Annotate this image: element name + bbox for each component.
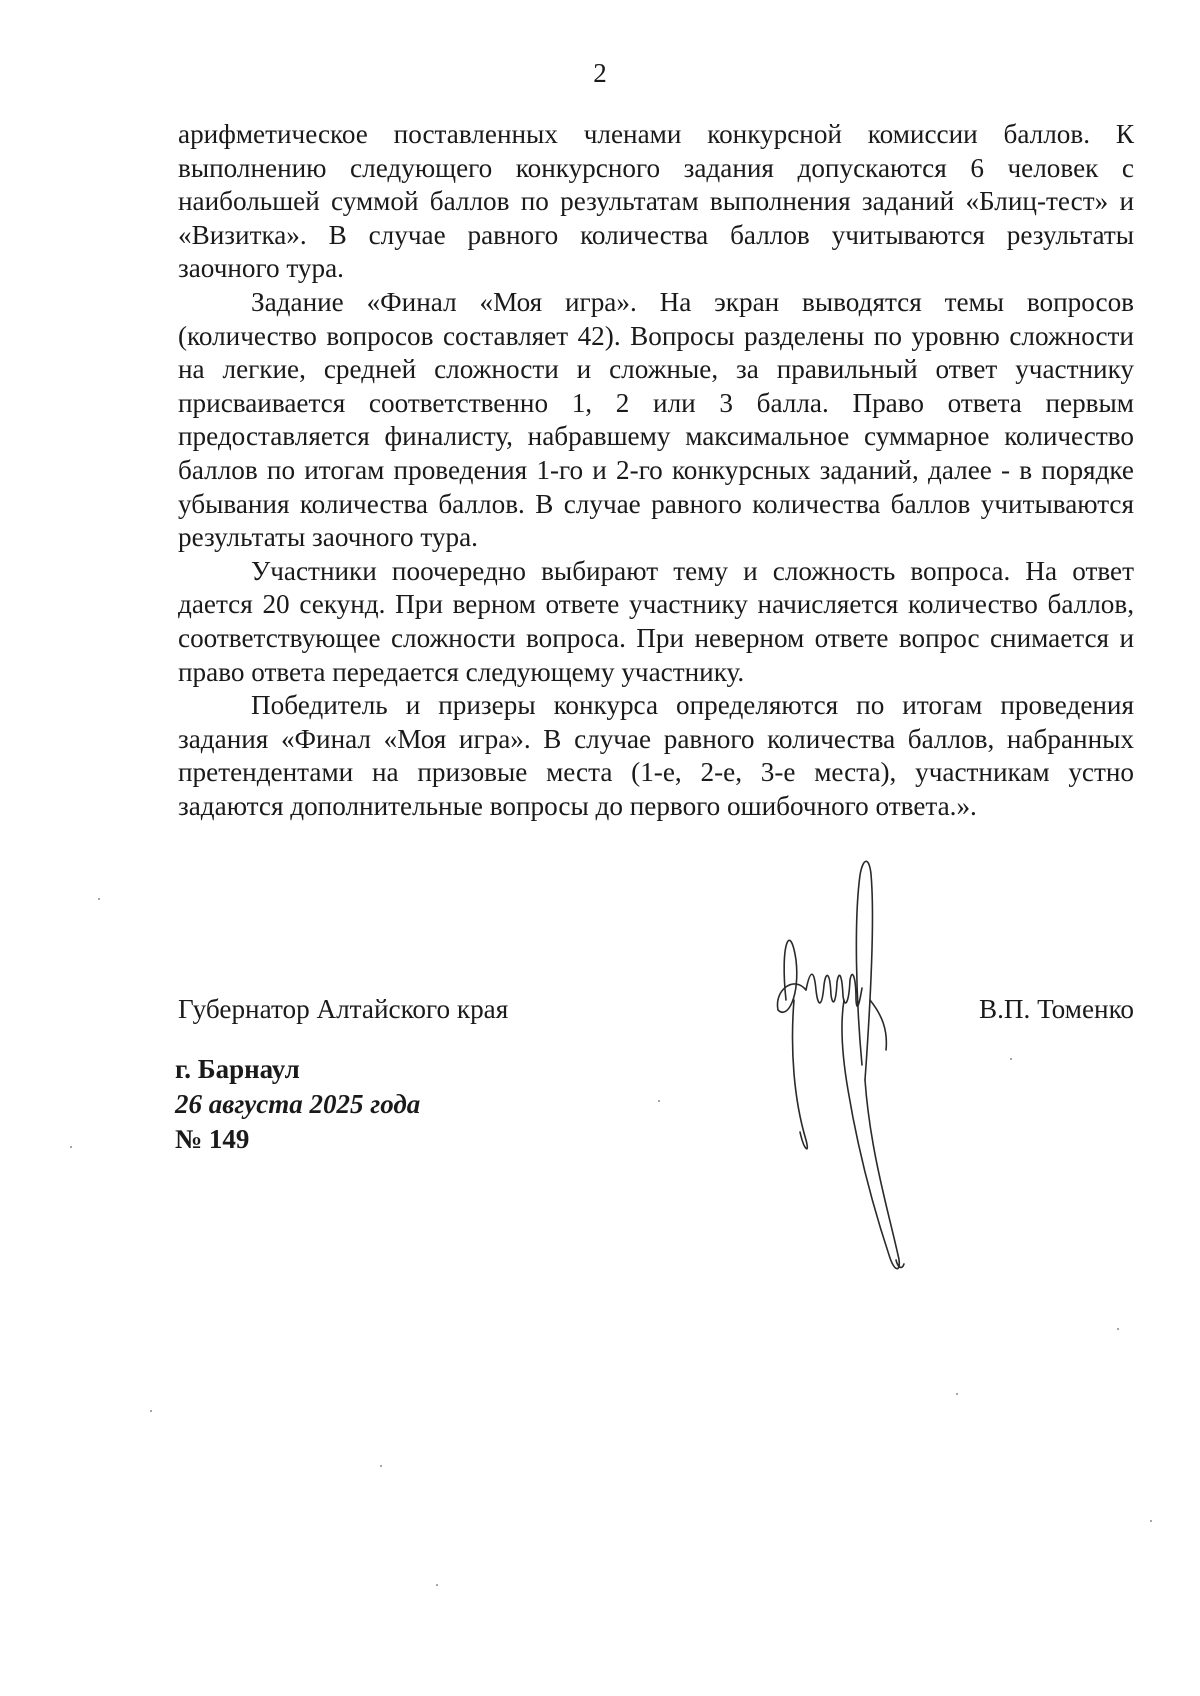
scan-speck (658, 1100, 660, 1102)
scan-speck (98, 898, 100, 900)
document-number: № 149 (175, 1124, 250, 1154)
handwritten-signature (770, 850, 960, 1280)
paragraph-final-task: Задание «Финал «Моя игра». На экран выводятся темы вопросов (количество вопросов составляет 42). Вопросы разделены по уровню сложности на легкие, средней сложности и сложные, за правильный ответ участнику присваивается соответственно 1, 2 или 3 балла. Право ответа первым предоставляется финалисту, набравшему максимальное суммарное количество баллов по итогам проведения 1-го и 2-го конкурсных заданий, далее - в порядке убывания количества баллов. В случае равного количества баллов учитываются результаты заочного тура. (178, 286, 1134, 553)
scan-speck (380, 1465, 382, 1467)
page-number: 2 (593, 58, 607, 88)
paragraph-continuation: арифметическое поставленных членами конкурсной комиссии баллов. К выполнению следующего конкурсного задания допускаются 6 человек с наибольшей суммой баллов по результатам выполнения заданий «Блиц-тест» и «Визитка». В случае равного количества баллов учитываются результаты заочного тура. (178, 119, 1134, 284)
scan-speck (1117, 1328, 1119, 1330)
scan-speck (150, 1410, 152, 1412)
issue-date: 26 августа 2025 года (175, 1089, 421, 1119)
scan-speck (436, 1584, 438, 1586)
scan-speck (1150, 1520, 1152, 1522)
signer-name: В.П. Томенко (978, 994, 1134, 1024)
paragraph-question-rules: Участники поочередно выбирают тему и сложность вопроса. На ответ дается 20 секунд. При верном ответе участнику начисляется количество баллов, соответствующее сложности вопроса. При неверном ответе вопрос снимается и право ответа передается следующему участнику. (178, 555, 1134, 687)
signer-position: Губернатор Алтайского края (178, 994, 509, 1024)
issue-details (175, 1052, 420, 1157)
scan-speck (1010, 1058, 1012, 1060)
document-body (178, 118, 1134, 823)
scan-speck (956, 1393, 958, 1395)
scan-speck (70, 1146, 72, 1148)
issue-place: г. Барнаул (175, 1054, 300, 1084)
paragraph-winners: Победитель и призеры конкурса определяются по итогам проведения задания «Финал «Моя игра». В случае равного количества баллов, набранных претендентами на призовые места (1-е, 2-е, 3-е места), участникам устно задаются дополнительные вопросы до первого ошибочного ответа.». (178, 690, 1134, 821)
